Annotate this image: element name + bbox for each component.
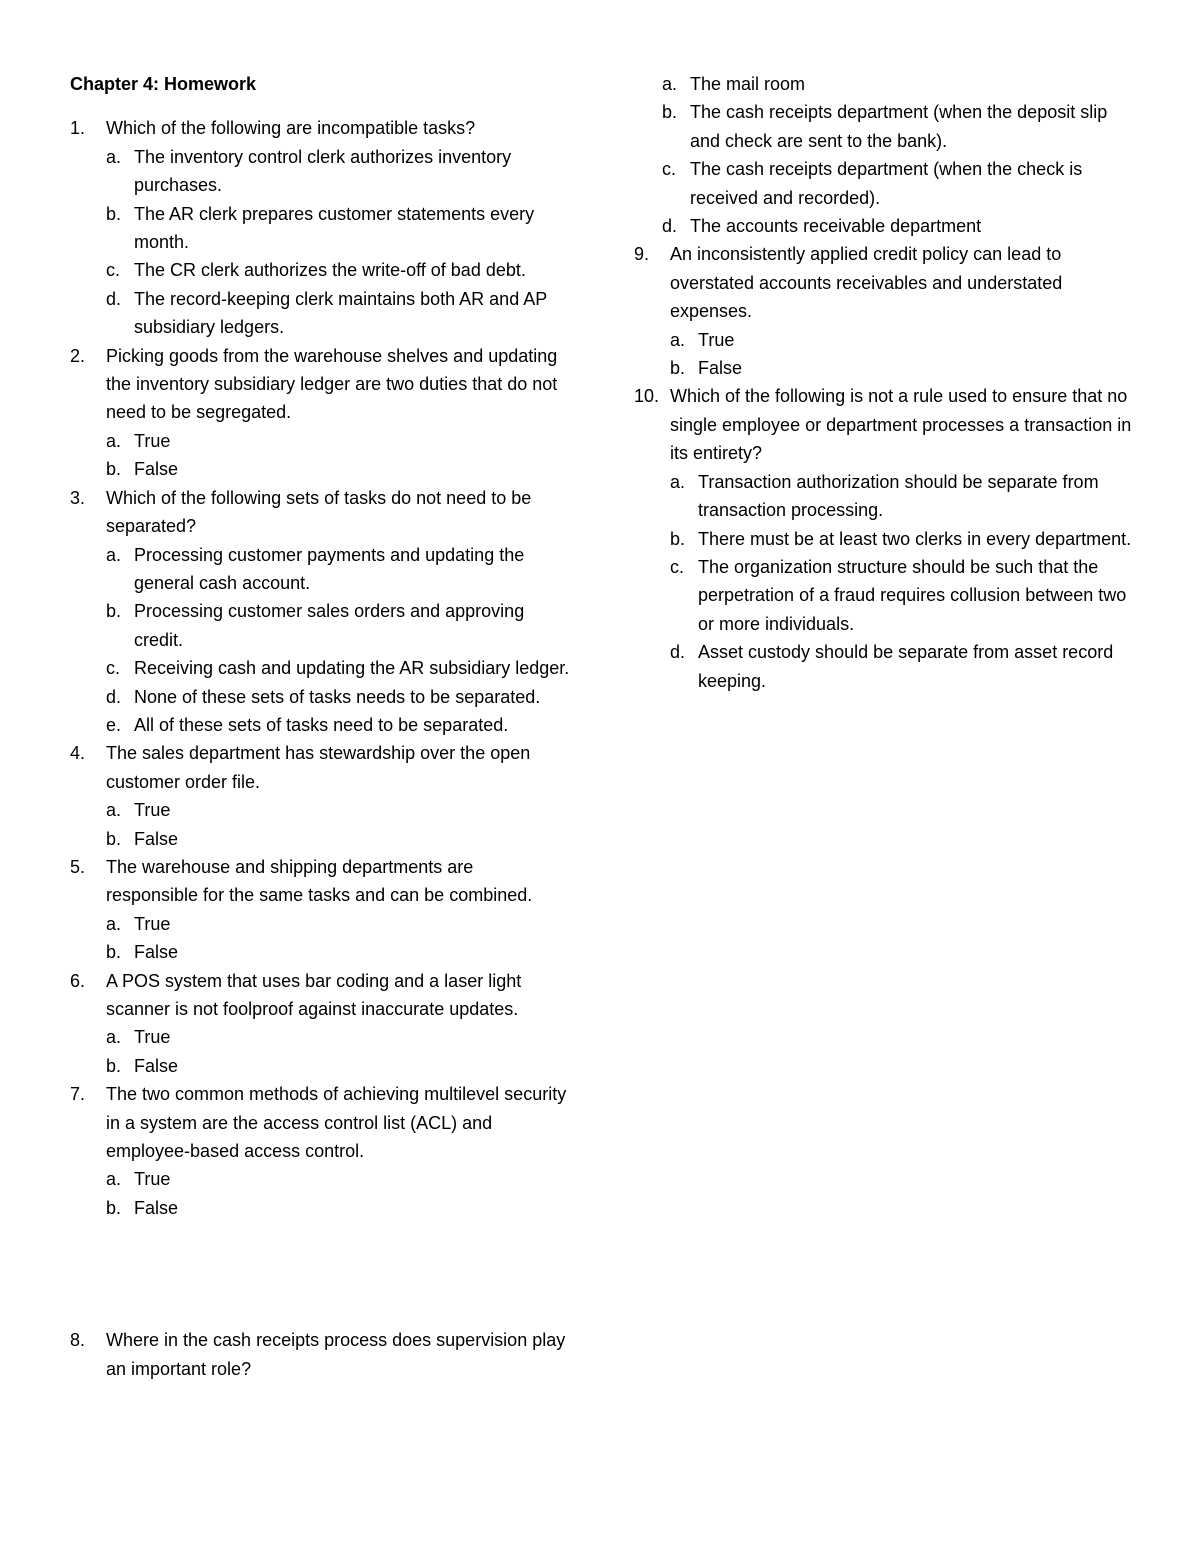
spacer [70, 1222, 570, 1326]
option-letter: a. [670, 329, 686, 350]
option [106, 1165, 570, 1193]
option [106, 597, 570, 654]
option-text: False [134, 1055, 179, 1076]
option [106, 1194, 570, 1222]
option-text: True [698, 329, 735, 350]
option [106, 1052, 570, 1080]
question-text: Which of the following sets of tasks do not need to be separated? [106, 487, 532, 537]
option [106, 427, 570, 455]
option-letter: a. [106, 1027, 122, 1048]
page-title: Chapter 4: Homework [70, 74, 257, 94]
question-text: Picking goods from the warehouse shelves and updating the inventory subsidiary ledger are two duties that do not need to be segregated. [106, 345, 558, 423]
option-text: True [134, 1027, 171, 1048]
option-letter: c. [106, 658, 121, 679]
question-text: Which of the following is not a rule used to ensure that no single employee or department processes a transaction in its entirety? [670, 386, 1132, 464]
option-text: The inventory control clerk authorizes inventory purchases. [134, 146, 512, 196]
option-letter: b. [106, 1055, 122, 1076]
option-text: True [134, 913, 171, 934]
question-8 [70, 1326, 570, 1383]
option [106, 256, 570, 284]
option [106, 285, 570, 342]
option-letter: b. [106, 942, 122, 963]
question-text: The sales department has stewardship over the open customer order file. [106, 743, 531, 792]
option-text: Receiving cash and updating the AR subsidiary ledger. [134, 658, 570, 679]
option-text: True [134, 800, 171, 821]
left-column [70, 70, 570, 1383]
option [662, 155, 1134, 212]
question-number: 1. [70, 118, 86, 139]
option-letter: d. [662, 216, 678, 237]
option-text: The cash receipts department (when the check is received and recorded). [690, 159, 1083, 208]
right-column [634, 70, 1134, 695]
option [106, 711, 570, 739]
question-2 [70, 342, 570, 427]
question-10 [634, 382, 1134, 467]
option-letter: b. [106, 828, 122, 849]
option-text: False [134, 942, 179, 963]
question-6 [70, 967, 570, 1024]
option-letter: a. [106, 800, 122, 821]
question-9 [634, 240, 1134, 325]
option-letter: a. [106, 1169, 122, 1190]
option-text: The AR clerk prepares customer statements every month. [134, 203, 535, 253]
option [106, 825, 570, 853]
option [106, 200, 570, 257]
option-letter: c. [670, 556, 685, 577]
option [662, 212, 1134, 240]
option-letter: d. [106, 686, 122, 707]
question-number: 6. [70, 970, 86, 991]
option-letter: c. [662, 159, 677, 180]
option-text: False [134, 459, 179, 480]
option-text: False [134, 828, 179, 849]
option-text: Processing customer sales orders and approving credit. [134, 601, 525, 650]
option-text: The accounts receivable department [690, 216, 982, 237]
option [106, 683, 570, 711]
option-letter: e. [106, 714, 122, 735]
option [670, 326, 1134, 354]
question-7 [70, 1080, 570, 1165]
option-letter: b. [662, 102, 678, 123]
option [670, 638, 1134, 695]
option-text: Processing customer payments and updating the general cash account. [134, 544, 525, 593]
option-letter: a. [106, 544, 122, 565]
option-letter: b. [106, 459, 122, 480]
option [106, 938, 570, 966]
question-text: An inconsistently applied credit policy can lead to overstated accounts receivables and understated expenses. [670, 244, 1063, 322]
option-letter: a. [106, 430, 122, 451]
option-text: The cash receipts department (when the deposit slip and check are sent to the bank). [690, 102, 1108, 151]
option-text: None of these sets of tasks needs to be separated. [134, 686, 541, 707]
option [670, 525, 1134, 553]
option-text: True [134, 1169, 171, 1190]
question-text: Where in the cash receipts process does supervision play an important role? [106, 1330, 566, 1379]
option-letter: a. [670, 471, 686, 492]
question-5 [70, 853, 570, 910]
option [662, 98, 1134, 155]
option-letter: b. [106, 1197, 122, 1218]
option-letter: a. [662, 74, 678, 94]
question-text: A POS system that uses bar coding and a laser light scanner is not foolproof against inaccurate updates. [106, 970, 522, 1019]
question-1 [70, 114, 570, 142]
option-letter: d. [670, 642, 686, 663]
option-text: Asset custody should be separate from asset record keeping. [698, 642, 1114, 691]
option-text: False [698, 358, 743, 379]
option-letter: b. [106, 203, 122, 224]
question-number: 8. [70, 1330, 86, 1351]
option-text: The CR clerk authorizes the write-off of bad debt. [134, 260, 526, 281]
option-text: Transaction authorization should be separate from transaction processing. [698, 471, 1099, 521]
question-number: 10. [634, 386, 660, 407]
question-number: 2. [70, 345, 86, 366]
option-text: All of these sets of tasks need to be separated. [134, 714, 509, 735]
option [106, 143, 570, 200]
question-text: The warehouse and shipping departments are responsible for the same tasks and can be combined. [106, 856, 533, 906]
option-text: True [134, 430, 171, 451]
option-text: The record-keeping clerk maintains both AR and AP subsidiary ledgers. [134, 288, 547, 338]
option-letter: a. [106, 146, 122, 167]
option [106, 796, 570, 824]
question-number: 7. [70, 1084, 86, 1105]
option-letter: b. [670, 528, 686, 549]
question-number: 9. [634, 244, 650, 265]
option-letter: d. [106, 288, 122, 309]
question-number: 3. [70, 487, 86, 508]
option [670, 553, 1134, 638]
option-text: There must be at least two clerks in every department. [698, 528, 1132, 549]
option [106, 455, 570, 483]
question-text: The two common methods of achieving multilevel security in a system are the access control list (ACL) and employee-based access control. [106, 1084, 567, 1162]
option-letter: a. [106, 913, 122, 934]
option [106, 654, 570, 682]
option-letter: b. [670, 358, 686, 379]
option-letter: c. [106, 260, 121, 281]
option [662, 70, 1134, 98]
option [106, 541, 570, 598]
option-text: The mail room [690, 74, 806, 94]
option [670, 354, 1134, 382]
option-text: The organization structure should be such that the perpetration of a fraud requires collusion between two or more individuals. [698, 556, 1127, 634]
question-number: 4. [70, 743, 86, 764]
question-number: 5. [70, 856, 86, 877]
question-text: Which of the following are incompatible tasks? [106, 118, 476, 139]
question-3 [70, 484, 570, 541]
option [670, 468, 1134, 525]
question-4 [70, 739, 570, 796]
option [106, 910, 570, 938]
option-text: False [134, 1197, 179, 1218]
option [106, 1023, 570, 1051]
option-letter: b. [106, 601, 122, 622]
